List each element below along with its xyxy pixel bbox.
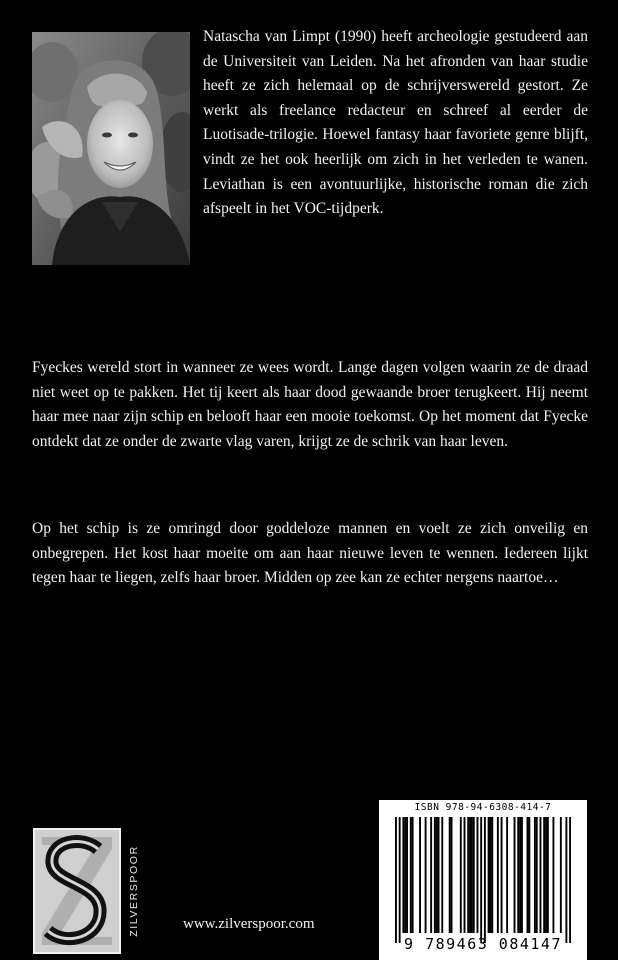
barcode-bar (565, 817, 567, 943)
barcode-bar (514, 817, 516, 933)
barcode-bar (402, 817, 404, 933)
barcode-bar (467, 817, 469, 933)
barcode-bar (410, 817, 412, 933)
zilverspoor-logo-icon (32, 827, 122, 955)
barcode-bar (484, 817, 486, 943)
barcode-bar (469, 817, 471, 933)
barcode-bar (569, 817, 571, 943)
publisher-name-vertical (124, 827, 144, 955)
barcode-bar (436, 817, 438, 933)
barcode-bar (534, 817, 536, 933)
author-portrait-image (32, 32, 190, 265)
barcode-bar (519, 817, 521, 933)
barcode-bar (460, 817, 462, 933)
barcode-bar (395, 817, 397, 943)
barcode-bar (399, 817, 401, 943)
barcode-bar (441, 817, 443, 933)
barcode-bar (545, 817, 547, 933)
barcode-bar (434, 817, 436, 933)
barcode-bar (489, 817, 491, 933)
barcode-bar (471, 817, 473, 933)
blurb-paragraph-2: Op het schip is ze omringd door goddeloze mannen en voelt ze zich onveilig en onbegrepen. Het kost haar moeite om aan haar nieuwe leven te wennen. Iedereen lijkt tegen haar te liegen, zelfs haar broer. Midden op zee kan ze echter nergens naartoe… (32, 520, 588, 587)
barcode-bar (517, 817, 519, 933)
barcode-bar (412, 817, 414, 933)
author-bio: Natascha van Limpt (1990) heeft archeologie gestudeerd aan de Universiteit van Leiden. Na het afronden van haar studie heeft ze zich helemaal op de schrijverswereld gestort. Ze werkt als freelance redacteur en schreef al eerder de Luotisade-trilogie. Hoewel fantasy haar favoriete genre blijft, vindt ze het ook heerlijk om zich in het verleden te wanen. Leviathan is een avontuurlijke, historische roman die zich afspeelt in het VOC-tijdperk. (203, 28, 588, 218)
barcode-bar (473, 817, 475, 933)
barcode-bar (438, 817, 440, 933)
isbn-barcode (379, 800, 587, 960)
author-photo (32, 32, 190, 265)
barcode-bar (451, 817, 453, 933)
barcode-bar (464, 817, 466, 933)
barcode-digits: 9 789463 084147 (404, 935, 562, 953)
barcode-bar (491, 817, 493, 933)
barcode-bar (404, 817, 406, 933)
barcode-bar (536, 817, 538, 933)
barcode-bar (552, 817, 554, 933)
isbn-label: ISBN 978-94-6308-414-7 (414, 802, 552, 813)
barcode-bar (501, 817, 503, 933)
barcode-bar (506, 817, 508, 933)
barcode-bar (521, 817, 523, 933)
barcode-bar (430, 817, 432, 933)
barcode-bar (477, 817, 479, 933)
barcode-bar (527, 817, 529, 933)
blurb-paragraph-1: Fyeckes wereld stort in wanneer ze wees wordt. Lange dagen volgen waarin ze de draad niet weet op te pakken. Het tij keert als haar dood gewaande broer terugkeert. Hij neemt haar mee naar zijn schip en belooft haar een mooie toekomst. Op het moment dat Fyecke ontdekt dat ze onder de zwarte vlag varen, krijgt ze de schrik van haar leven. (32, 359, 588, 450)
barcode-bar (497, 817, 499, 933)
barcode-bar (406, 817, 408, 933)
barcode-bar (419, 817, 421, 933)
barcode-bar (425, 817, 427, 933)
publisher-name: ZILVERSPOOR (128, 845, 140, 937)
barcode-bar (528, 817, 530, 933)
barcode-bar (449, 817, 451, 933)
barcode-bar (560, 817, 562, 933)
barcode-bar (540, 817, 542, 933)
publisher-website[interactable]: www.zilverspoor.com (183, 916, 315, 932)
barcode-bars (395, 817, 571, 943)
barcode-bar (488, 817, 490, 933)
barcode-bar (480, 817, 482, 943)
barcode-bar (547, 817, 549, 933)
barcode-bar (543, 817, 545, 933)
